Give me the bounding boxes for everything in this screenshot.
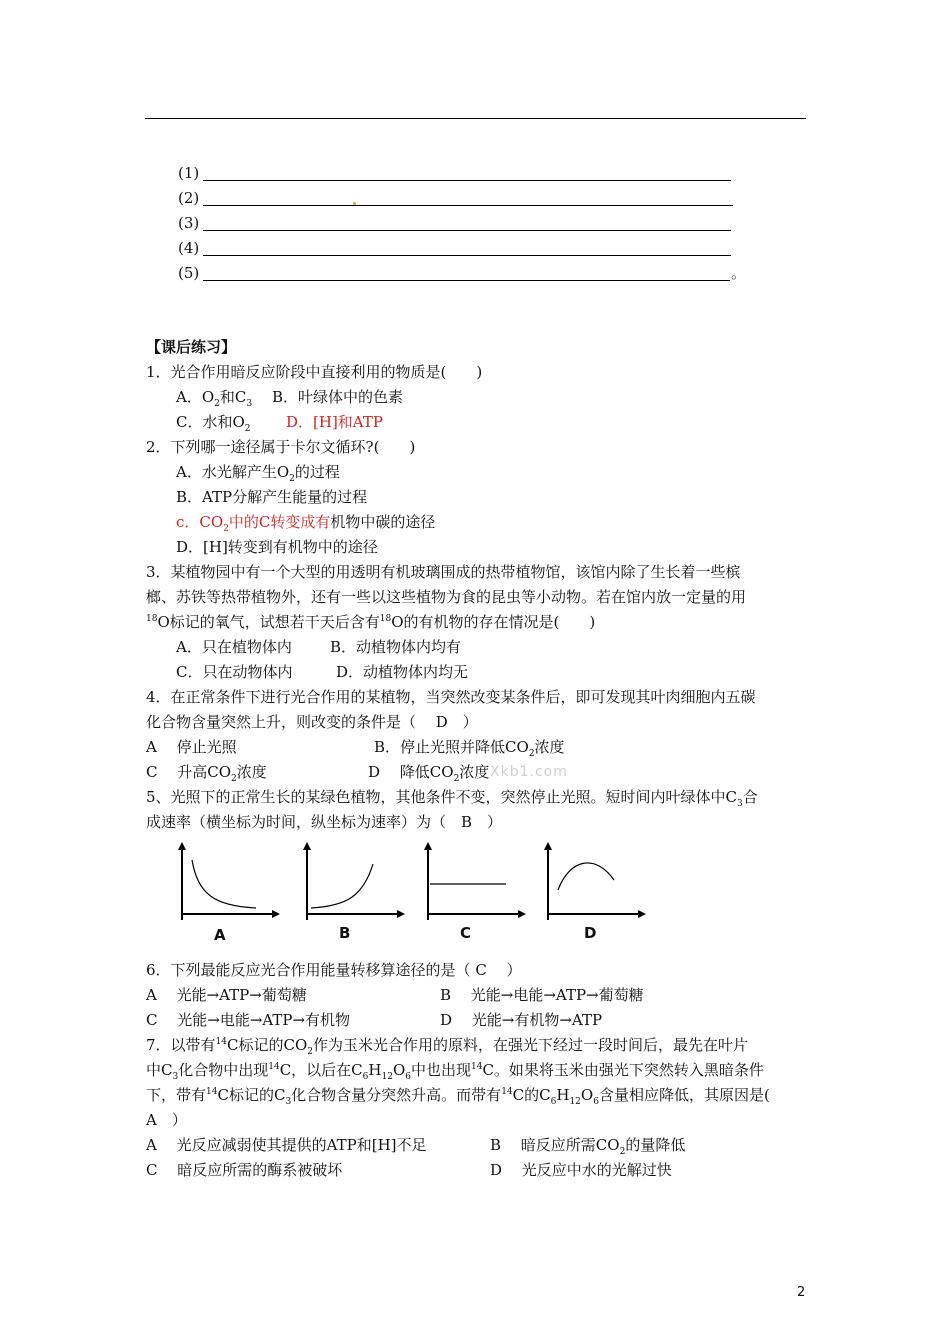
blank-label-5: (5) xyxy=(178,264,200,282)
q3-option-b[interactable]: B．动植物体内均有 xyxy=(330,638,462,656)
stray-dot xyxy=(353,202,356,205)
q7-line-3: 下，带有$^{14}$C标记的$C_3$化合物含量分突然升高。而带有$^{14}$C的$C_6H_{12}O_6$含量相应降低，其原因是( xyxy=(146,1086,770,1107)
watermark: Xkb1.com xyxy=(490,764,568,780)
q1-option-a[interactable]: A．$O_2$和$C_3$ xyxy=(176,388,253,409)
graph-d[interactable] xyxy=(538,842,648,942)
q7-line-1: 7．以带有$^{14}$C标记的$CO_2$作为玉米光合作用的原料，在强光下经过一段时间后，最先在叶片 xyxy=(146,1036,749,1057)
q3-line-1: 3．某植物园中有一个大型的用透明有机玻璃围成的热带植物馆，该馆内除了生长着一些槟 xyxy=(146,563,741,581)
section-title: 【课后练习】 xyxy=(146,338,237,356)
blank-label-3: (3) xyxy=(178,214,200,232)
q3-line-3: $^{18}$O标记的氧气，试想若干天后含有$^{18}$O的有机物的存在情况是( ) xyxy=(146,613,596,631)
q5-line-1: 5、光照下的正常生长的某绿色植物，其他条件不变，突然停止光照。短时间内叶绿体中$C_3$合 xyxy=(146,788,758,809)
q7-option-c[interactable]: C 暗反应所需的酶系被破坏 xyxy=(146,1161,343,1179)
q7-line-2: 中$C_3$化合物中出现$^{14}$C，以后在$C_6H_{12}O_6$中也出现$^{14}$C。如果将玉米由强光下突然转入黑暗条件 xyxy=(146,1061,764,1082)
q4-option-a[interactable]: A 停止光照 xyxy=(146,738,237,756)
graph-b[interactable] xyxy=(297,842,407,942)
q4-line-2: 化合物含量突然上升，则改变的条件是（ D ） xyxy=(146,713,478,731)
q6-option-c[interactable]: C 光能→电能→ATP→有机物 xyxy=(146,1011,351,1029)
q4-option-c[interactable]: C 升高$CO_2$浓度 xyxy=(146,763,267,784)
q3-option-a[interactable]: A．只在植物体内 xyxy=(176,638,292,656)
q6-option-d[interactable]: D 光能→有机物→ATP xyxy=(440,1011,603,1029)
q2-option-c[interactable]: c．$CO_2$中的C转变成有机物中碳的途径 xyxy=(176,513,436,534)
q4-line-1: 4．在正常条件下进行光合作用的某植物，当突然改变某条件后，即可发现其叶肉细胞内五碳 xyxy=(146,688,756,706)
blank-line-5[interactable] xyxy=(203,280,730,281)
blank-label-2: (2) xyxy=(178,189,200,207)
q2-option-b[interactable]: B．ATP分解产生能量的过程 xyxy=(176,488,368,506)
graph-a[interactable] xyxy=(172,842,282,944)
q1-stem: 1．光合作用暗反应阶段中直接利用的物质是( ) xyxy=(146,363,483,381)
q7-option-a[interactable]: A 光反应减弱使其提供的ATP和[H]不足 xyxy=(146,1136,427,1154)
q7-option-b[interactable]: B 暗反应所需$CO_2$的量降低 xyxy=(490,1136,686,1157)
q2-stem: 2．下列哪一途径属于卡尔文循环?( ) xyxy=(146,438,416,456)
blank-line-3[interactable] xyxy=(203,230,731,231)
graph-label-c: C xyxy=(460,924,472,942)
q2-option-d[interactable]: D．[H]转变到有机物中的途径 xyxy=(176,538,378,556)
blank-line-4[interactable] xyxy=(203,255,731,256)
graph-d-curve xyxy=(558,863,614,890)
q1-option-b[interactable]: B．叶绿体中的色素 xyxy=(272,388,404,406)
q3-option-d[interactable]: D．动植物体内均无 xyxy=(336,663,469,681)
graph-label-d: D xyxy=(584,924,597,942)
q3-option-c[interactable]: C．只在动物体内 xyxy=(176,663,293,681)
q1-option-d[interactable]: D．[H]和ATP xyxy=(286,413,383,431)
page-number: 2 xyxy=(797,1285,806,1300)
q7-option-d[interactable]: D 光反应中水的光解过快 xyxy=(490,1161,672,1179)
graph-a-curve xyxy=(192,860,256,908)
graph-c[interactable] xyxy=(418,842,528,942)
blank-label-1: (1) xyxy=(178,164,200,182)
graph-label-a: A xyxy=(214,926,226,944)
blank-label-4: (4) xyxy=(178,239,200,257)
q7-line-4: A ） xyxy=(146,1111,187,1129)
q6-option-b[interactable]: B 光能→电能→ATP→葡萄糖 xyxy=(440,986,644,1004)
q4-option-d[interactable]: D 降低$CO_2$浓度 xyxy=(368,763,490,784)
top-rule xyxy=(145,118,806,119)
q6-stem: 6．下列最能反应光合作用能量转移算途径的是（ C ） xyxy=(146,961,522,979)
q4-option-b[interactable]: B．停止光照并降低$CO_2$浓度 xyxy=(374,738,565,759)
q2-option-a[interactable]: A．水光解产生$O_2$的过程 xyxy=(176,463,340,484)
blank-line-1[interactable] xyxy=(203,180,731,181)
graph-b-curve xyxy=(311,864,373,908)
blank-line-2[interactable] xyxy=(203,205,733,206)
q3-line-2: 榔、苏铁等热带植物外，还有一些以这些植物为食的昆虫等小动物。若在馆内放一定量的用 xyxy=(146,588,747,606)
blank-end-mark: 。 xyxy=(731,264,747,282)
graph-label-b: B xyxy=(339,924,351,942)
q6-option-a[interactable]: A 光能→ATP→葡萄糖 xyxy=(146,986,307,1004)
q5-line-2: 成速率（横坐标为时间，纵坐标为速率）为（ B ） xyxy=(146,813,503,831)
q1-option-c[interactable]: C．水和$O_2$ xyxy=(176,413,251,434)
